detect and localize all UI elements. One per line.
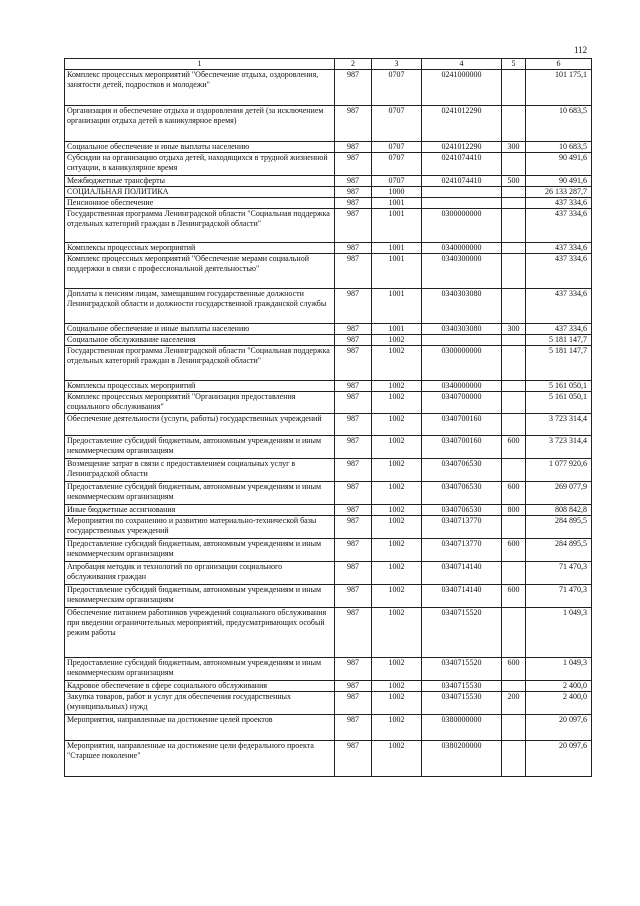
row-ministry-cell: 987 [335,70,372,106]
row-ministry-cell: 987 [335,346,372,381]
row-section-cell: 1002 [372,346,422,381]
row-amount-cell: 20 097,6 [526,715,592,741]
row-name-cell: Комплекс процессных мероприятий "Обеспечение мерами социальной поддержки в связи с профессиональной деятельностью" [65,254,335,289]
row-ministry-cell: 987 [335,608,372,658]
row-target-cell: 0241012290 [422,106,502,142]
table-row [65,289,592,324]
row-amount-cell: 2 400,0 [526,692,592,715]
row-ministry-cell: 987 [335,505,372,516]
row-target-cell: 0241000000 [422,70,502,106]
row-name-cell: Мероприятия, направленные на достижение цели федерального проекта "Старшее поколение" [65,741,335,777]
row-section-cell: 1002 [372,585,422,608]
row-section-cell: 1002 [372,681,422,692]
row-type-cell [502,209,526,243]
row-target-cell [422,335,502,346]
row-amount-cell: 437 334,6 [526,209,592,243]
row-name-cell: Апробация методик и технологий по организации социального обслуживания граждан [65,562,335,585]
table-row [65,106,592,142]
row-target-cell: 0340303080 [422,324,502,335]
row-ministry-cell: 987 [335,392,372,414]
row-target-cell: 0340700000 [422,392,502,414]
row-ministry-cell: 987 [335,741,372,777]
row-type-cell [502,346,526,381]
row-amount-cell: 26 133 287,7 [526,187,592,198]
table-row [65,243,592,254]
table-row [65,505,592,516]
table-row [65,324,592,335]
row-amount-cell: 1 077 920,6 [526,459,592,482]
table-row [65,346,592,381]
row-type-cell: 500 [502,176,526,187]
row-ministry-cell: 987 [335,681,372,692]
row-name-cell: Организация и обеспечение отдыха и оздоровления детей (за исключением организации отдыха детей в каникулярное время) [65,106,335,142]
row-ministry-cell: 987 [335,715,372,741]
row-amount-cell: 1 049,3 [526,658,592,681]
row-amount-cell: 71 470,3 [526,562,592,585]
row-section-cell: 1002 [372,692,422,715]
table-row [65,381,592,392]
row-section-cell: 1002 [372,539,422,562]
row-ministry-cell: 987 [335,658,372,681]
row-section-cell: 1001 [372,324,422,335]
row-target-cell: 0340713770 [422,516,502,539]
table-row [65,414,592,436]
table-row [65,392,592,414]
row-name-cell: Обеспечение питанием работников учреждений социального обслуживания при введении ограничительных мероприятий, предусматривающих особый режим работы [65,608,335,658]
table-row [65,608,592,658]
row-ministry-cell: 987 [335,692,372,715]
row-target-cell: 0340715530 [422,681,502,692]
row-type-cell [502,562,526,585]
row-name-cell: Социальное обеспечение и иные выплаты населению [65,324,335,335]
row-section-cell: 1002 [372,505,422,516]
row-type-cell [502,153,526,176]
row-target-cell: 0300000000 [422,209,502,243]
row-name-cell: Социальное обслуживание населения [65,335,335,346]
row-section-cell: 0707 [372,176,422,187]
row-amount-cell: 437 334,6 [526,324,592,335]
table-row [65,70,592,106]
row-type-cell [502,70,526,106]
table-row [65,335,592,346]
row-section-cell: 1002 [372,436,422,459]
table-row [65,539,592,562]
row-amount-cell: 1 049,3 [526,608,592,658]
row-section-cell: 1002 [372,459,422,482]
row-amount-cell: 284 895,5 [526,516,592,539]
row-name-cell: Доплаты к пенсиям лицам, замещавшим государственные должности Ленинградской области и должности государственной гражданской службы [65,289,335,324]
row-name-cell: Обеспечение деятельности (услуги, работы) государственных учреждений [65,414,335,436]
row-amount-cell: 90 491,6 [526,153,592,176]
row-name-cell: Комплексы процессных мероприятий [65,243,335,254]
table-row [65,436,592,459]
table-row [65,658,592,681]
row-amount-cell: 2 400,0 [526,681,592,692]
row-ministry-cell: 987 [335,289,372,324]
row-type-cell [502,741,526,777]
row-ministry-cell: 987 [335,187,372,198]
row-target-cell: 0340700160 [422,436,502,459]
row-ministry-cell: 987 [335,106,372,142]
row-name-cell: Комплекс процессных мероприятий "Организация предоставления социального обслуживания" [65,392,335,414]
row-target-cell [422,187,502,198]
row-amount-cell: 437 334,6 [526,243,592,254]
header-row [65,59,592,70]
budget-table [64,58,592,777]
row-name-cell: Межбюджетные трансферты [65,176,335,187]
row-target-cell: 0340706530 [422,482,502,505]
row-section-cell: 1001 [372,198,422,209]
row-section-cell: 0707 [372,142,422,153]
row-amount-cell: 437 334,6 [526,289,592,324]
row-type-cell: 600 [502,436,526,459]
row-section-cell: 1000 [372,187,422,198]
row-target-cell: 0340706530 [422,505,502,516]
row-amount-cell: 5 181 147,7 [526,346,592,381]
row-target-cell: 0300000000 [422,346,502,381]
row-target-cell: 0241074410 [422,153,502,176]
table-row [65,482,592,505]
table-row [65,715,592,741]
row-type-cell: 300 [502,324,526,335]
row-target-cell: 0340714140 [422,562,502,585]
row-amount-cell: 10 683,5 [526,106,592,142]
row-target-cell: 0380000000 [422,715,502,741]
row-name-cell: Мероприятия, направленные на достижение целей проектов [65,715,335,741]
row-ministry-cell: 987 [335,459,372,482]
row-section-cell: 1002 [372,562,422,585]
row-name-cell: Мероприятия по сохранению и развитию материально-технической базы государственных учреждений [65,516,335,539]
row-name-cell: Предоставление субсидий бюджетным, автономным учреждениям и иным некоммерческим организациям [65,436,335,459]
row-ministry-cell: 987 [335,516,372,539]
row-type-cell: 300 [502,142,526,153]
row-type-cell [502,106,526,142]
row-amount-cell: 5 181 147,7 [526,335,592,346]
row-target-cell: 0340713770 [422,539,502,562]
table-row [65,585,592,608]
row-target-cell: 0241012290 [422,142,502,153]
row-amount-cell: 284 895,5 [526,539,592,562]
row-name-cell: Социальное обеспечение и иные выплаты населению [65,142,335,153]
row-ministry-cell: 987 [335,414,372,436]
row-section-cell: 1002 [372,741,422,777]
page-number: 112 [574,45,588,55]
row-type-cell [502,392,526,414]
row-amount-cell: 71 470,3 [526,585,592,608]
row-name-cell: Пенсионное обеспечение [65,198,335,209]
header-cell: 4 [422,59,502,70]
row-section-cell: 0707 [372,153,422,176]
row-type-cell [502,681,526,692]
table-row [65,562,592,585]
row-name-cell: Государственная программа Ленинградской области "Социальная поддержка отдельных категорий граждан в Ленинградской области" [65,209,335,243]
row-target-cell: 0340715520 [422,608,502,658]
row-type-cell [502,516,526,539]
row-target-cell: 0340000000 [422,243,502,254]
row-section-cell: 1002 [372,482,422,505]
row-type-cell: 600 [502,539,526,562]
row-type-cell [502,608,526,658]
row-section-cell: 1002 [372,381,422,392]
row-section-cell: 1002 [372,608,422,658]
row-name-cell: Государственная программа Ленинградской области "Социальная поддержка отдельных категорий граждан в Ленинградской области" [65,346,335,381]
row-type-cell [502,187,526,198]
row-type-cell [502,198,526,209]
row-type-cell [502,254,526,289]
row-target-cell: 0340700160 [422,414,502,436]
row-amount-cell: 20 097,6 [526,741,592,777]
table-row [65,692,592,715]
row-section-cell: 1002 [372,658,422,681]
table-row [65,741,592,777]
row-name-cell: Комплекс процессных мероприятий "Обеспечение отдыха, оздоровления, занятости детей, подростков и молодежи" [65,70,335,106]
row-name-cell: Комплексы процессных мероприятий [65,381,335,392]
table-row [65,176,592,187]
header-cell: 3 [372,59,422,70]
row-type-cell: 600 [502,482,526,505]
row-name-cell: Кадровое обеспечение в сфере социального обслуживания [65,681,335,692]
row-ministry-cell: 987 [335,209,372,243]
row-target-cell: 0340715530 [422,692,502,715]
row-type-cell: 600 [502,585,526,608]
table-row [65,142,592,153]
row-ministry-cell: 987 [335,482,372,505]
table-body [65,70,592,777]
row-type-cell [502,335,526,346]
header-cell: 2 [335,59,372,70]
row-ministry-cell: 987 [335,243,372,254]
row-ministry-cell: 987 [335,381,372,392]
row-ministry-cell: 987 [335,539,372,562]
header-cell: 6 [526,59,592,70]
row-section-cell: 0707 [372,106,422,142]
row-section-cell: 1001 [372,254,422,289]
row-target-cell: 0241074410 [422,176,502,187]
row-type-cell [502,289,526,324]
row-ministry-cell: 987 [335,436,372,459]
row-ministry-cell: 987 [335,585,372,608]
row-name-cell: Предоставление субсидий бюджетным, автономным учреждениям и иным некоммерческим организациям [65,482,335,505]
row-amount-cell: 90 491,6 [526,176,592,187]
row-name-cell: СОЦИАЛЬНАЯ ПОЛИТИКА [65,187,335,198]
row-type-cell: 600 [502,658,526,681]
row-target-cell: 0340715520 [422,658,502,681]
row-section-cell: 1002 [372,414,422,436]
table-row [65,187,592,198]
row-type-cell [502,715,526,741]
row-name-cell: Предоставление субсидий бюджетным, автономным учреждениям и иным некоммерческим организациям [65,539,335,562]
row-target-cell: 0340303080 [422,289,502,324]
row-section-cell: 0707 [372,70,422,106]
row-section-cell: 1002 [372,335,422,346]
table-row [65,459,592,482]
row-amount-cell: 5 161 050,1 [526,381,592,392]
row-type-cell [502,459,526,482]
row-name-cell: Возмещение затрат в связи с предоставлением социальных услуг в Ленинградской области [65,459,335,482]
row-target-cell: 0380200000 [422,741,502,777]
row-ministry-cell: 987 [335,562,372,585]
row-amount-cell: 808 842,8 [526,505,592,516]
row-section-cell: 1002 [372,516,422,539]
row-name-cell: Субсидии на организацию отдыха детей, находящихся в трудной жизненной ситуации, в каникулярное время [65,153,335,176]
row-amount-cell: 10 683,5 [526,142,592,153]
table-row [65,516,592,539]
row-amount-cell: 437 334,6 [526,254,592,289]
row-amount-cell: 5 161 050,1 [526,392,592,414]
row-section-cell: 1001 [372,209,422,243]
row-section-cell: 1001 [372,289,422,324]
row-section-cell: 1002 [372,715,422,741]
row-amount-cell: 3 723 314,4 [526,414,592,436]
row-target-cell: 0340000000 [422,381,502,392]
row-name-cell: Предоставление субсидий бюджетным, автономным учреждениям и иным некоммерческим организациям [65,585,335,608]
row-name-cell: Предоставление субсидий бюджетным, автономным учреждениям и иным некоммерческим организациям [65,658,335,681]
table-row [65,153,592,176]
row-amount-cell: 269 077,9 [526,482,592,505]
row-ministry-cell: 987 [335,335,372,346]
row-name-cell: Иные бюджетные ассигнования [65,505,335,516]
header-cell: 5 [502,59,526,70]
row-name-cell: Закупка товаров, работ и услуг для обеспечения государственных (муниципальных) нужд [65,692,335,715]
row-ministry-cell: 987 [335,324,372,335]
table-row [65,209,592,243]
row-ministry-cell: 987 [335,176,372,187]
row-type-cell [502,381,526,392]
row-type-cell: 200 [502,692,526,715]
row-type-cell [502,414,526,436]
row-target-cell: 0340714140 [422,585,502,608]
table-row [65,681,592,692]
row-amount-cell: 101 175,1 [526,70,592,106]
row-amount-cell: 437 334,6 [526,198,592,209]
row-target-cell: 0340706530 [422,459,502,482]
row-ministry-cell: 987 [335,142,372,153]
header-cell: 1 [65,59,335,70]
row-section-cell: 1001 [372,243,422,254]
row-ministry-cell: 987 [335,153,372,176]
table-row [65,254,592,289]
row-target-cell [422,198,502,209]
table-row [65,198,592,209]
row-ministry-cell: 987 [335,198,372,209]
row-target-cell: 0340300000 [422,254,502,289]
row-section-cell: 1002 [372,392,422,414]
row-type-cell [502,243,526,254]
row-ministry-cell: 987 [335,254,372,289]
row-type-cell: 800 [502,505,526,516]
budget-table-container [64,58,591,777]
row-amount-cell: 3 723 314,4 [526,436,592,459]
